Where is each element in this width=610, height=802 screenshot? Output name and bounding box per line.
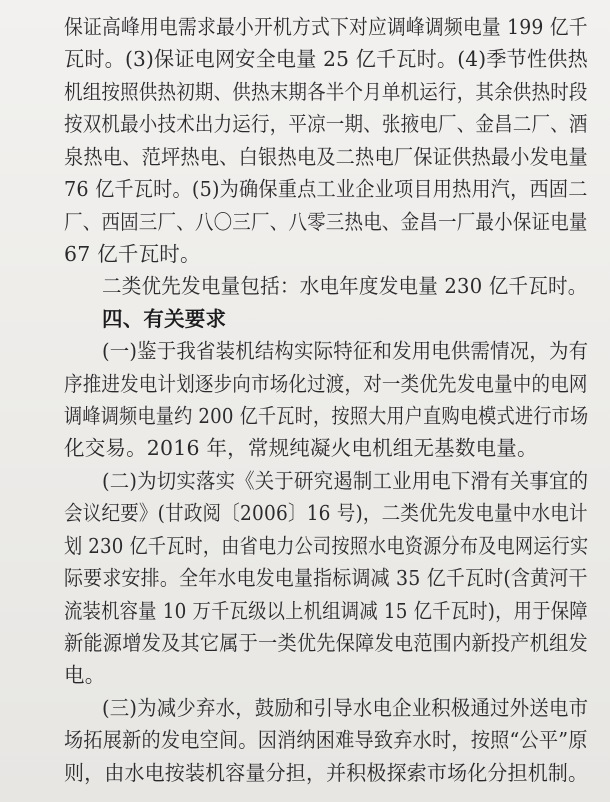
text-line-21: 电。 [64, 663, 106, 687]
text-line-3: 机组按照供热初期、供热末期各半个月单机运行，其余供热时段 [64, 80, 588, 104]
text-line-6: 76 亿千瓦时。(5)为确保重点工业企业项目用热用汽，西固二 [64, 177, 588, 201]
text-line-15: (二)为切实落实《关于研究遏制工业用电下滑有关事宜的 [102, 469, 589, 493]
text-line-16: 会议纪要》(甘政阅〔2006〕16 号)，二类优先发电量中水电计 [64, 501, 588, 525]
text-line-5: 泉热电、范坪热电、白银热电及二热电厂保证供热最小发电量 [64, 145, 588, 169]
text-line-7: 厂、西固三厂、八〇三厂、八零三热电、金昌一厂最小保证电量 [64, 210, 588, 234]
text-line-8: 67 亿千瓦时。 [64, 242, 201, 266]
text-line-22: (三)为减少弃水，鼓励和引导水电企业积极通过外送电市 [102, 696, 589, 720]
text-line-18: 际要求安排。全年水电发电量指标调减 35 亿千瓦时(含黄河干 [64, 566, 588, 590]
text-line-11: (一)鉴于我省装机结构实际特征和发用电供需情况，为有 [102, 339, 589, 363]
text-line-23: 场拓展新的发电空间。因消纳困难导致弃水时，按照“公平”原 [64, 728, 588, 752]
text-line-12: 序推进发电计划逐步向市场化过渡，对一类优先发电量中的电网 [64, 372, 588, 396]
text-line-24: 则，由水电按装机容量分担，并积极探索市场化分担机制。 [64, 761, 589, 785]
text-line-4: 按双机最小技术出力运行，平凉一期、张掖电厂、金昌二厂、酒 [64, 112, 588, 136]
text-line-2: 瓦时。(3)保证电网安全电量 25 亿千瓦时。(4)季节性供热 [64, 47, 588, 71]
text-line-17: 划 230 亿千瓦时，由省电力公司按照水电资源分布及电网运行实 [64, 534, 589, 558]
text-line-20: 新能源增发及其它属于一类优先保障发电范围内新投产机组发 [64, 631, 588, 655]
section-heading: 四、有关要求 [102, 307, 227, 331]
text-line-13: 调峰调频电量约 200 亿千瓦时，按照大用户直购电模式进行市场 [64, 404, 589, 428]
text-line-14: 化交易。2016 年，常规纯凝火电机组无基数电量。 [64, 436, 538, 460]
text-line-19: 流装机容量 10 万千瓦级以上机组调减 15 亿千瓦时)，用于保障 [64, 599, 588, 623]
text-line-1: 保证高峰用电需求最小开机方式下对应调峰调频电量 199 亿千 [64, 15, 588, 39]
text-line-9: 二类优先发电量包括：水电年度发电量 230 亿千瓦时。 [102, 274, 588, 298]
